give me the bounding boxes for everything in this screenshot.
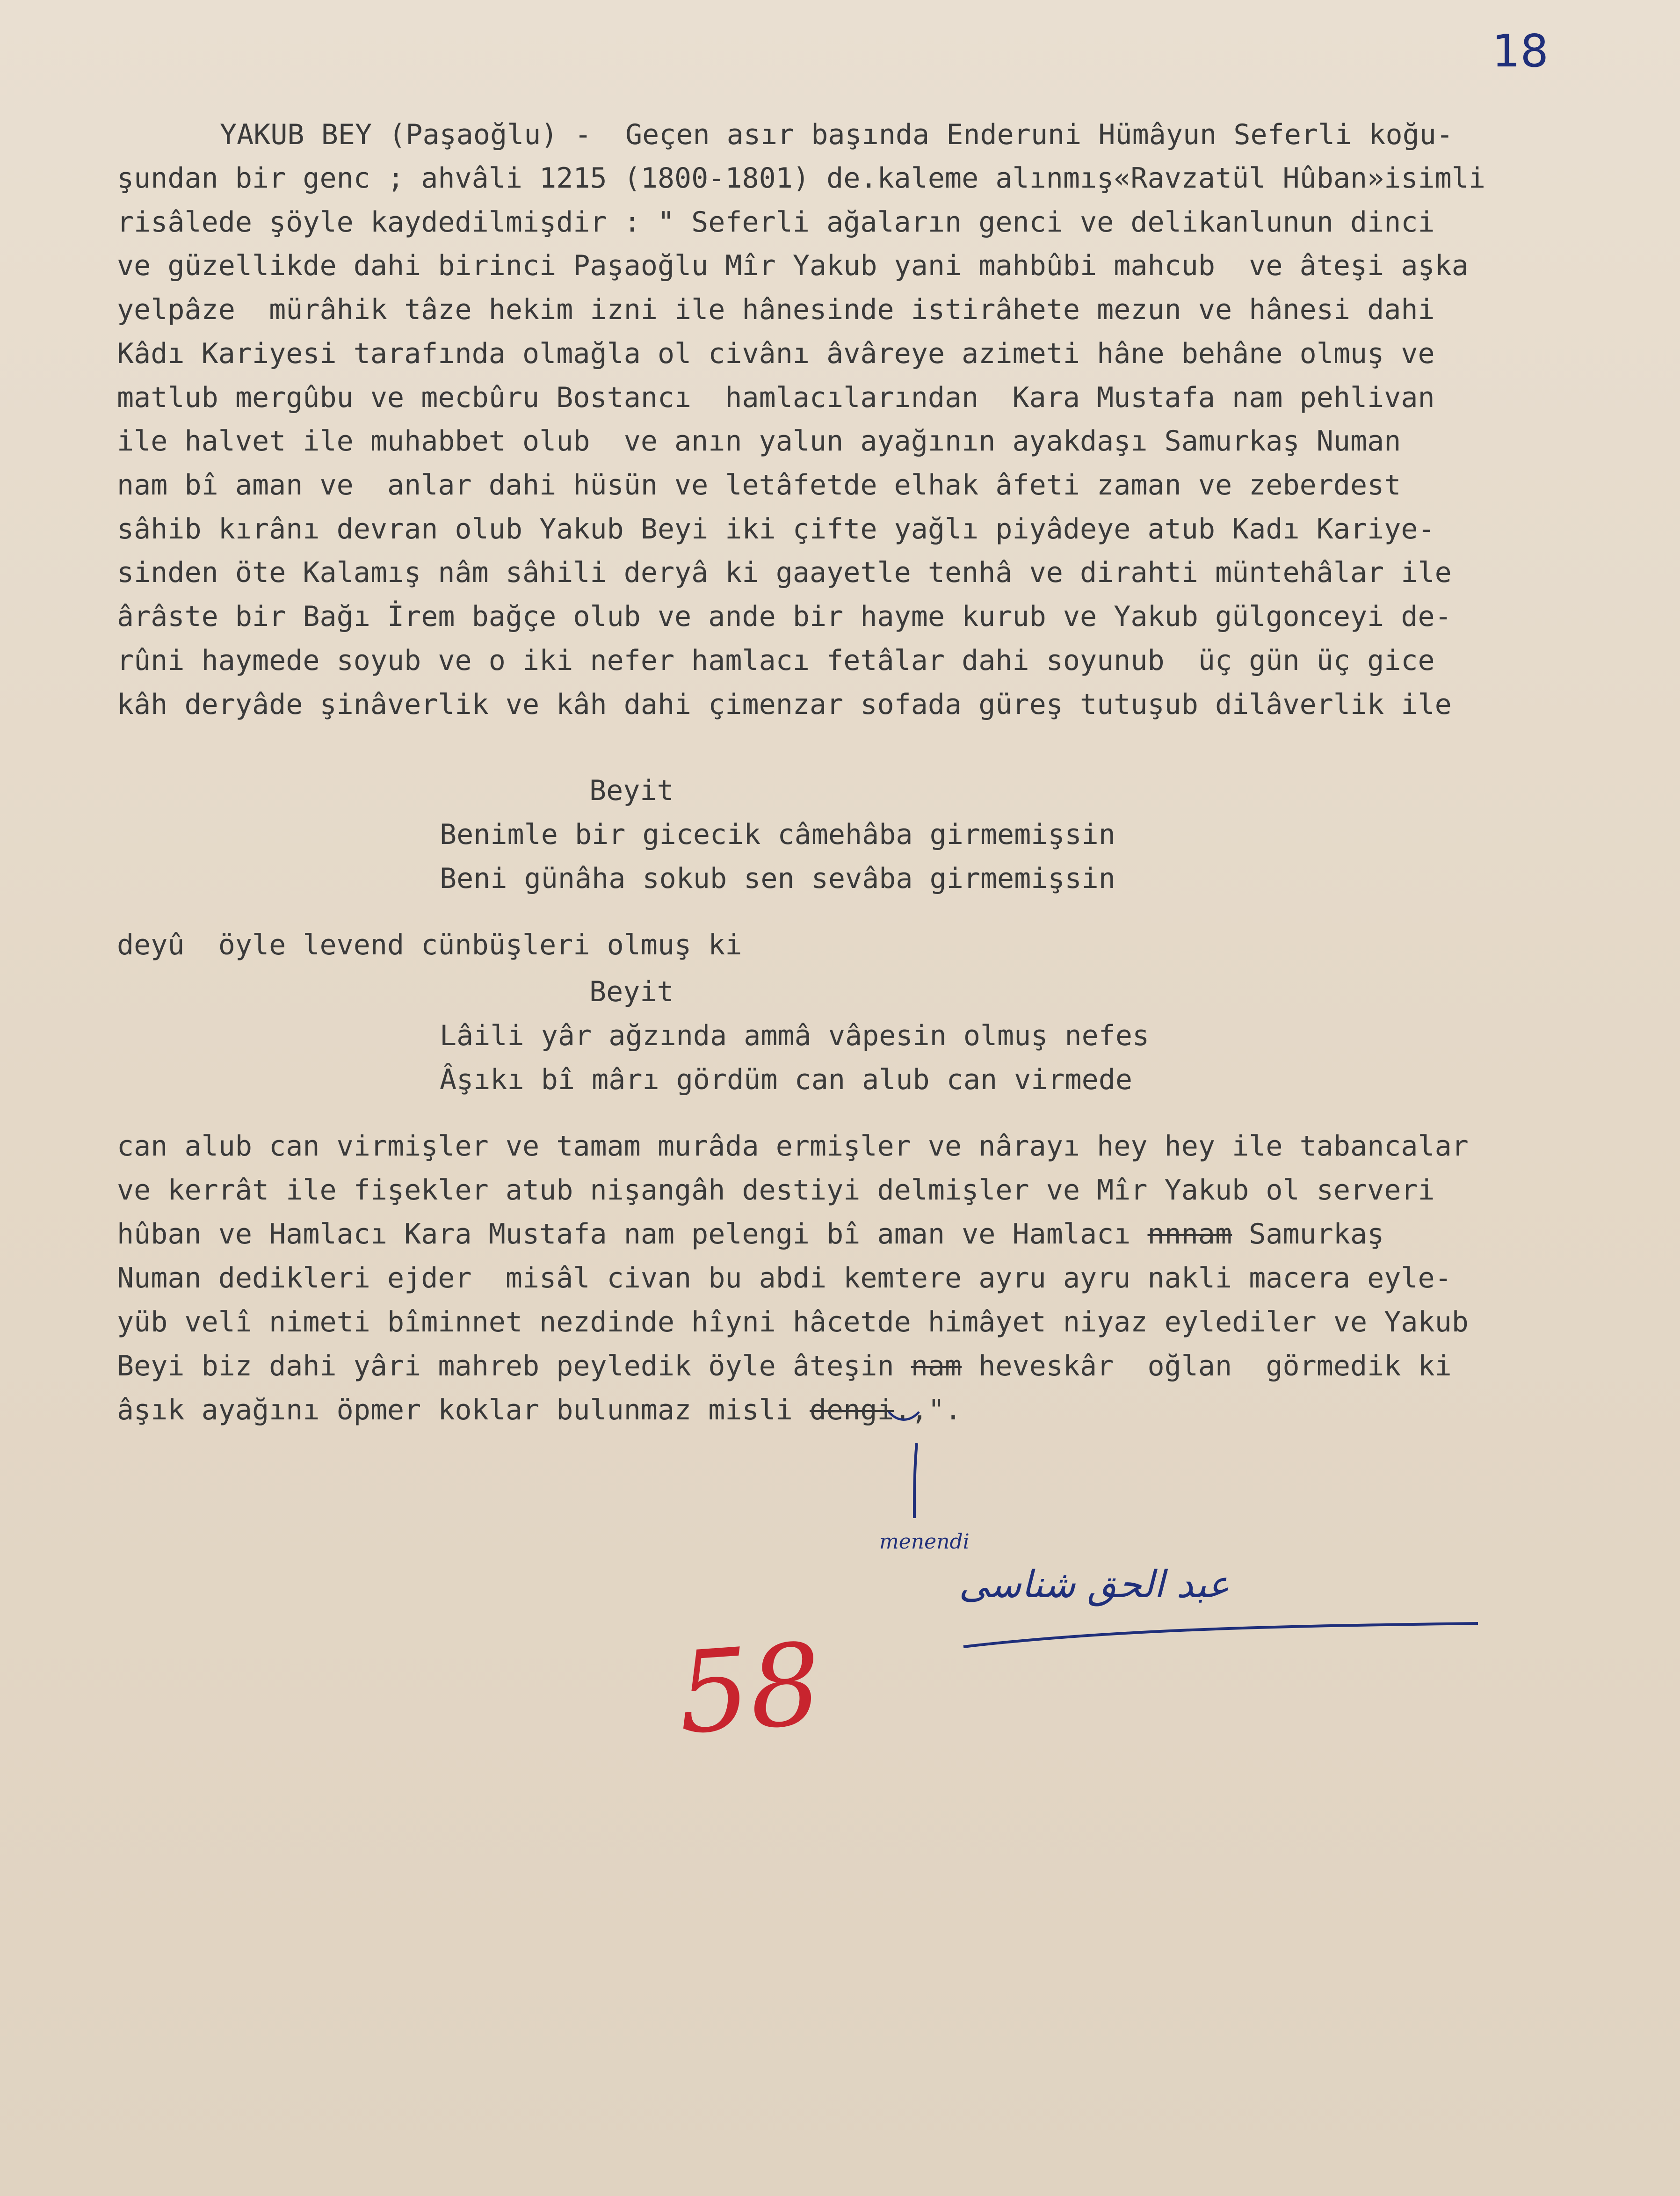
verse-line: Beni günâha sokub sen sevâba girmemişsin xyxy=(440,862,1115,895)
closing-line-text: Beyi biz dahi yâri mahreb peyledik öyle âteşin xyxy=(117,1350,894,1382)
bridge-line: deyû öyle levend cünbüşleri olmuş ki xyxy=(117,929,742,961)
body-line: Kâdı Kariyesi tarafında olmağla ol civânı âvâreye azimeti hâne behâne olmuş ve xyxy=(117,337,1435,370)
verse-line: Lâili yâr ağzında ammâ vâpesin olmuş nefes xyxy=(440,1019,1150,1052)
closing-line-tail: Samurkaş xyxy=(1249,1218,1384,1251)
closing-line-text: hûban ve Hamlacı Kara Mustafa nam pelengi bî aman ve Hamlacı xyxy=(117,1218,1131,1251)
page-number-top: 18 xyxy=(1492,26,1549,77)
body-line: şundan bir genc ; ahvâli 1215 (1800-1801) de.kaleme alınmış«Ravzatül Hûban»isimli xyxy=(117,162,1485,195)
closing-line: Numan dedikleri ejder misâl civan bu abdi kemtere ayru ayru nakli macera eyle- xyxy=(117,1262,1452,1294)
body-line: ile halvet ile muhabbet olub ve anın yalun ayağının ayakdaşı Samurkaş Numan xyxy=(117,425,1401,458)
body-line: YAKUB BEY (Paşaoğlu) - Geçen asır başında Enderuni Hümâyun Seferli koğu- xyxy=(220,118,1453,151)
margin-annotation: menendi xyxy=(879,1530,970,1554)
signature: عبد الحق شناسی xyxy=(959,1563,1230,1606)
caret-mark xyxy=(889,1412,919,1420)
struck-word: nnnam xyxy=(1147,1218,1232,1251)
closing-line-text: âşık ayağını öpmer koklar bulunmaz misli xyxy=(117,1394,793,1426)
body-line: kâh deryâde şinâverlik ve kâh dahi çimenzar sofada güreş tutuşub dilâverlik ile xyxy=(117,688,1452,721)
verse-line: Âşıkı bî mârı gördüm can alub can virmede xyxy=(440,1063,1133,1096)
body-line: sâhib kırânı devran olub Yakub Beyi iki çifte yağlı piyâdeye atub Kadı Kariye- xyxy=(117,513,1435,545)
body-line: rûni haymede soyub ve o iki nefer hamlacı fetâlar dahi soyunub üç gün üç gice xyxy=(117,644,1435,677)
closing-line-tail: .,". xyxy=(894,1394,962,1426)
page-number-bottom: 58 xyxy=(673,1618,826,1760)
body-line: sinden öte Kalamış nâm sâhili deryâ ki gaayetle tenhâ ve dirahti müntehâlar ile xyxy=(117,556,1452,589)
struck-word: nam xyxy=(911,1350,962,1382)
body-line: ârâste bir Bağı İrem bağçe olub ve ande bir hayme kurub ve Yakub gülgonceyi de- xyxy=(117,600,1452,633)
closing-line: ve kerrât ile fişekler atub nişangâh destiyi delmişler ve Mîr Yakub ol serveri xyxy=(117,1174,1435,1207)
verse-title: Beyit xyxy=(589,774,674,807)
body-line: matlub mergûbu ve mecbûru Bostancı hamlacılarından Kara Mustafa nam pehlivan xyxy=(117,381,1435,414)
closing-line: yüb velî nimeti bîminnet nezdinde hîyni hâcetde himâyet niyaz eylediler ve Yakub xyxy=(117,1306,1469,1338)
closing-line: can alub can virmişler ve tamam murâda ermişler ve nârayı hey hey ile tabancalar xyxy=(117,1130,1469,1163)
verse-line: Benimle bir gicecik câmehâba girmemişsin xyxy=(440,818,1115,851)
verse-title: Beyit xyxy=(589,975,674,1008)
body-line: nam bî aman ve anlar dahi hüsün ve letâfetde elhak âfeti zaman ve zeberdest xyxy=(117,469,1401,502)
insertion-mark xyxy=(914,1443,917,1518)
body-line: ve güzellikde dahi birinci Paşaoğlu Mîr Yakub yani mahbûbi mahcub ve âteşi aşka xyxy=(117,249,1469,282)
body-line: yelpâze mürâhik tâze hekim izni ile hânesinde istirâhete mezun ve hânesi dahi xyxy=(117,293,1435,326)
signature-underline xyxy=(963,1623,1478,1647)
body-line: risâlede şöyle kaydedilmişdir : " Seferli ağaların genci ve delikanlunun dinci xyxy=(117,206,1435,239)
closing-line-tail: heveskâr oğlan görmedik ki xyxy=(978,1350,1452,1382)
struck-word: dengi xyxy=(810,1394,894,1426)
